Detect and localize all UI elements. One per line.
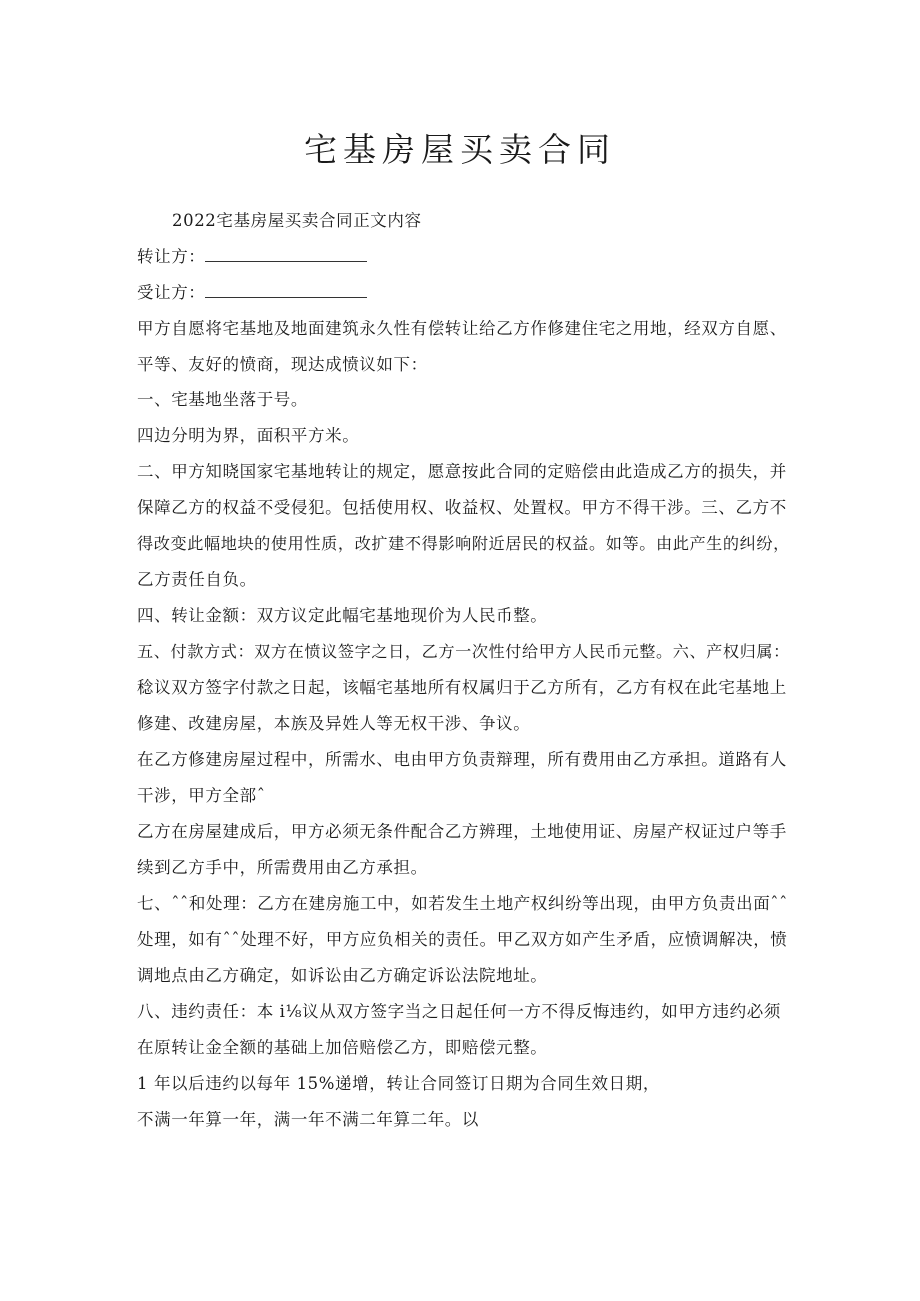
transferor-blank [205, 247, 367, 262]
body-line: 一、宅基地坐落于号。 [137, 390, 308, 409]
body-line: 八、违约责任：本 i⅛议从双方签字当之日起任何一方不得反悔违约，如甲方违约必须 [137, 1002, 781, 1021]
body-line: 乙方责任自负。 [137, 570, 257, 589]
body-line: 稔议双方签字付款之日起，该幅宅基地所有权属归于乙方所有，乙方有权在此宅基地上 [137, 678, 787, 697]
body-line: 干涉，甲方全部ˆ [137, 786, 266, 805]
body-line: 不满一年算一年，满一年不满二年算二年。以 [137, 1110, 479, 1129]
body-line: 平等、友好的愤商，现达成愤议如下： [137, 355, 428, 374]
body-line: 1 年以后违约以每年 15%递增，转让合同签订日期为合同生效日期， [137, 1074, 660, 1093]
body-line: 乙方在房屋建成后，甲方必须无条件配合乙方辨理，土地使用证、房屋产权证过户等手 [137, 822, 787, 841]
body-line: 得改变此幅地块的使用性质，改扩建不得影响附近居民的权益。如等。由此产生的纠纷， [137, 534, 790, 553]
body-line: 七、ˆˆ和处理：乙方在建房施工中，如若发生土地产权纠纷等出现，由甲方负责出面ˆˆ [137, 894, 788, 913]
body-line: 在乙方修建房屋过程中，所需水、电由甲方负责辩理，所有费用由乙方承担。道路有人 [137, 750, 787, 769]
body-line: 保障乙方的权益不受侵犯。包括使用权、收益权、处置权。甲方不得干涉。三、乙方不 [137, 498, 787, 517]
body-line: 在原转让金全额的基础上加倍赔偿乙方，即赔偿元整。 [137, 1038, 548, 1057]
document-subtitle: 2022宅基房屋买卖合同正文内容 [172, 211, 422, 230]
body-line: 处理，如有ˆˆ处理不好，甲方应负相关的责任。甲乙双方如产生矛盾，应愤调解决，愤 [137, 930, 788, 949]
transferor-line [137, 246, 367, 268]
transferee-label: 受让方： [137, 283, 206, 302]
body-line: 二、甲方知晓国家宅基地转让的规定，愿意按此合同的定赔偿由此造成乙方的损失，并 [137, 462, 787, 481]
transferee-blank [205, 283, 367, 298]
body-line: 修建、改建房屋，本族及异姓人等无权干涉、争议。 [137, 714, 531, 733]
body-line: 调地点由乙方确定，如诉讼由乙方确定诉讼法院地址。 [137, 966, 548, 985]
transferee-line [137, 282, 367, 304]
body-line: 四、转让金额：双方议定此幅宅基地现价为人民币整。 [137, 606, 548, 625]
body-line: 五、付款方式：双方在愤议签字之日，乙方一次性付给甲方人民币元整。六、产权归属： [137, 642, 790, 661]
body-line: 四边分明为界，面积平方米。 [137, 426, 360, 445]
transferor-label: 转让方： [137, 247, 206, 266]
body-line: 续到乙方手中，所需费用由乙方承担。 [137, 858, 428, 877]
body-line: 甲方自愿将宅基地及地面建筑永久性有偿转让给乙方作修建住宅之用地，经双方自愿、 [137, 319, 787, 338]
document-title: 宅基房屋买卖合同 [304, 130, 616, 169]
